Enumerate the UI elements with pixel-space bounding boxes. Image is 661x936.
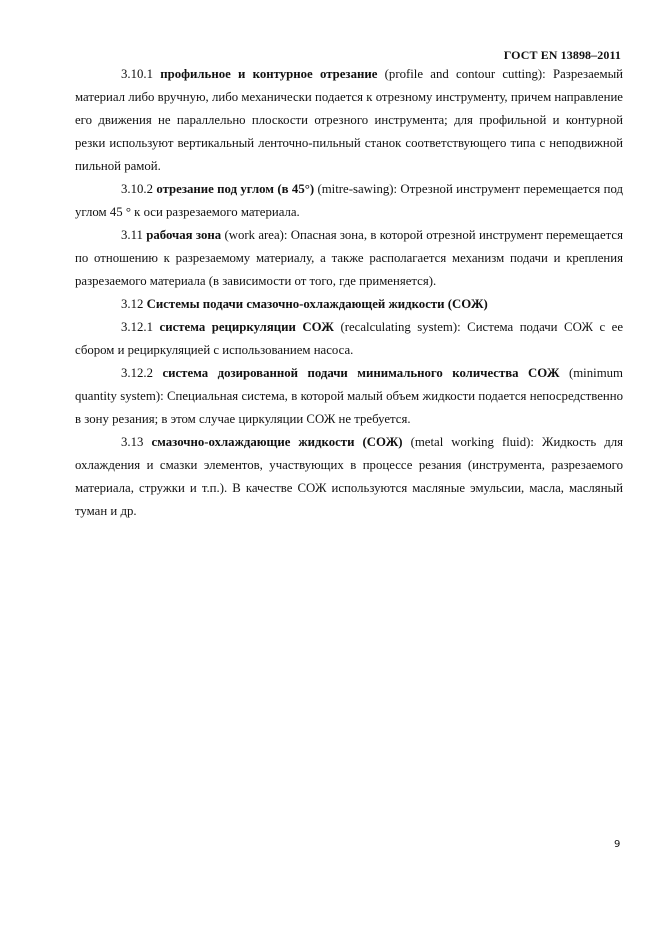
clause-text: (metal working fluid): Жидкость для охлаждения и смазки элементов, участвующих в процессе резания (инструмента, разрезаемого материала, стружки и т.п.). В качестве СОЖ используются масляные эмульсии, масла, масляный туман и др. <box>75 435 623 518</box>
clause-term: профильное и контурное отрезание <box>160 67 378 81</box>
clause-text: (mitre-sawing): Отрезной инструмент перемещается под углом 45 ° к оси разрезаемого материала. <box>75 182 623 219</box>
clause-3-11 <box>75 224 623 293</box>
page-number: 9 <box>614 839 621 850</box>
clause-term: рабочая зона <box>146 228 222 242</box>
document-body <box>75 63 623 523</box>
clause-term: смазочно-охлаждающие жидкости (СОЖ) <box>151 435 403 449</box>
clause-number: 3.12 <box>121 297 144 311</box>
clause-number: 3.12.2 <box>121 366 153 380</box>
clause-number: 3.11 <box>121 228 143 242</box>
clause-3-10-1 <box>75 63 623 178</box>
clause-term: отрезание под углом (в 45°) <box>156 182 315 196</box>
clause-term: система рециркуляции СОЖ <box>159 320 334 334</box>
clause-text: (minimum quantity system): Специальная система, в которой малый объем жидкости подается непосредственно в зону резания; в этом случае циркуляции СОЖ не требуется. <box>75 366 623 426</box>
clause-3-12 <box>75 293 623 316</box>
clause-text: (work area): Опасная зона, в которой отрезной инструмент перемещается по отношению к разрезаемому материалу, а также располагается механизм подачи и крепления разрезаемого материала (в зависимости от того, где применяется). <box>75 228 623 288</box>
clause-number: 3.12.1 <box>121 320 153 334</box>
clause-number: 3.10.1 <box>121 67 153 81</box>
document-code-header: ГОСТ EN 13898–2011 <box>503 48 621 62</box>
clause-3-12-2 <box>75 362 623 431</box>
clause-3-13 <box>75 431 623 523</box>
clause-term: Системы подачи смазочно-охлаждающей жидкости (СОЖ) <box>146 297 488 311</box>
clause-number: 3.10.2 <box>121 182 153 196</box>
clause-text: (profile and contour cutting): Разрезаемый материал либо вручную, либо механически подается к отрезному инструменту, причем направление его движения не параллельно плоскости отрезного инструмента; для профильной и контурной резки используют вертикальный ленточно-пильный станок соответствующего типа с неподвижной пильной рамой. <box>75 67 624 173</box>
clause-3-10-2 <box>75 178 623 224</box>
clause-3-12-1 <box>75 316 623 362</box>
clause-term: система дозированной подачи минимального количества СОЖ <box>162 366 560 380</box>
clause-number: 3.13 <box>121 435 144 449</box>
clause-text: (recalculating system): Система подачи СОЖ с ее сбором и рециркуляцией с использованием насоса. <box>75 320 624 357</box>
